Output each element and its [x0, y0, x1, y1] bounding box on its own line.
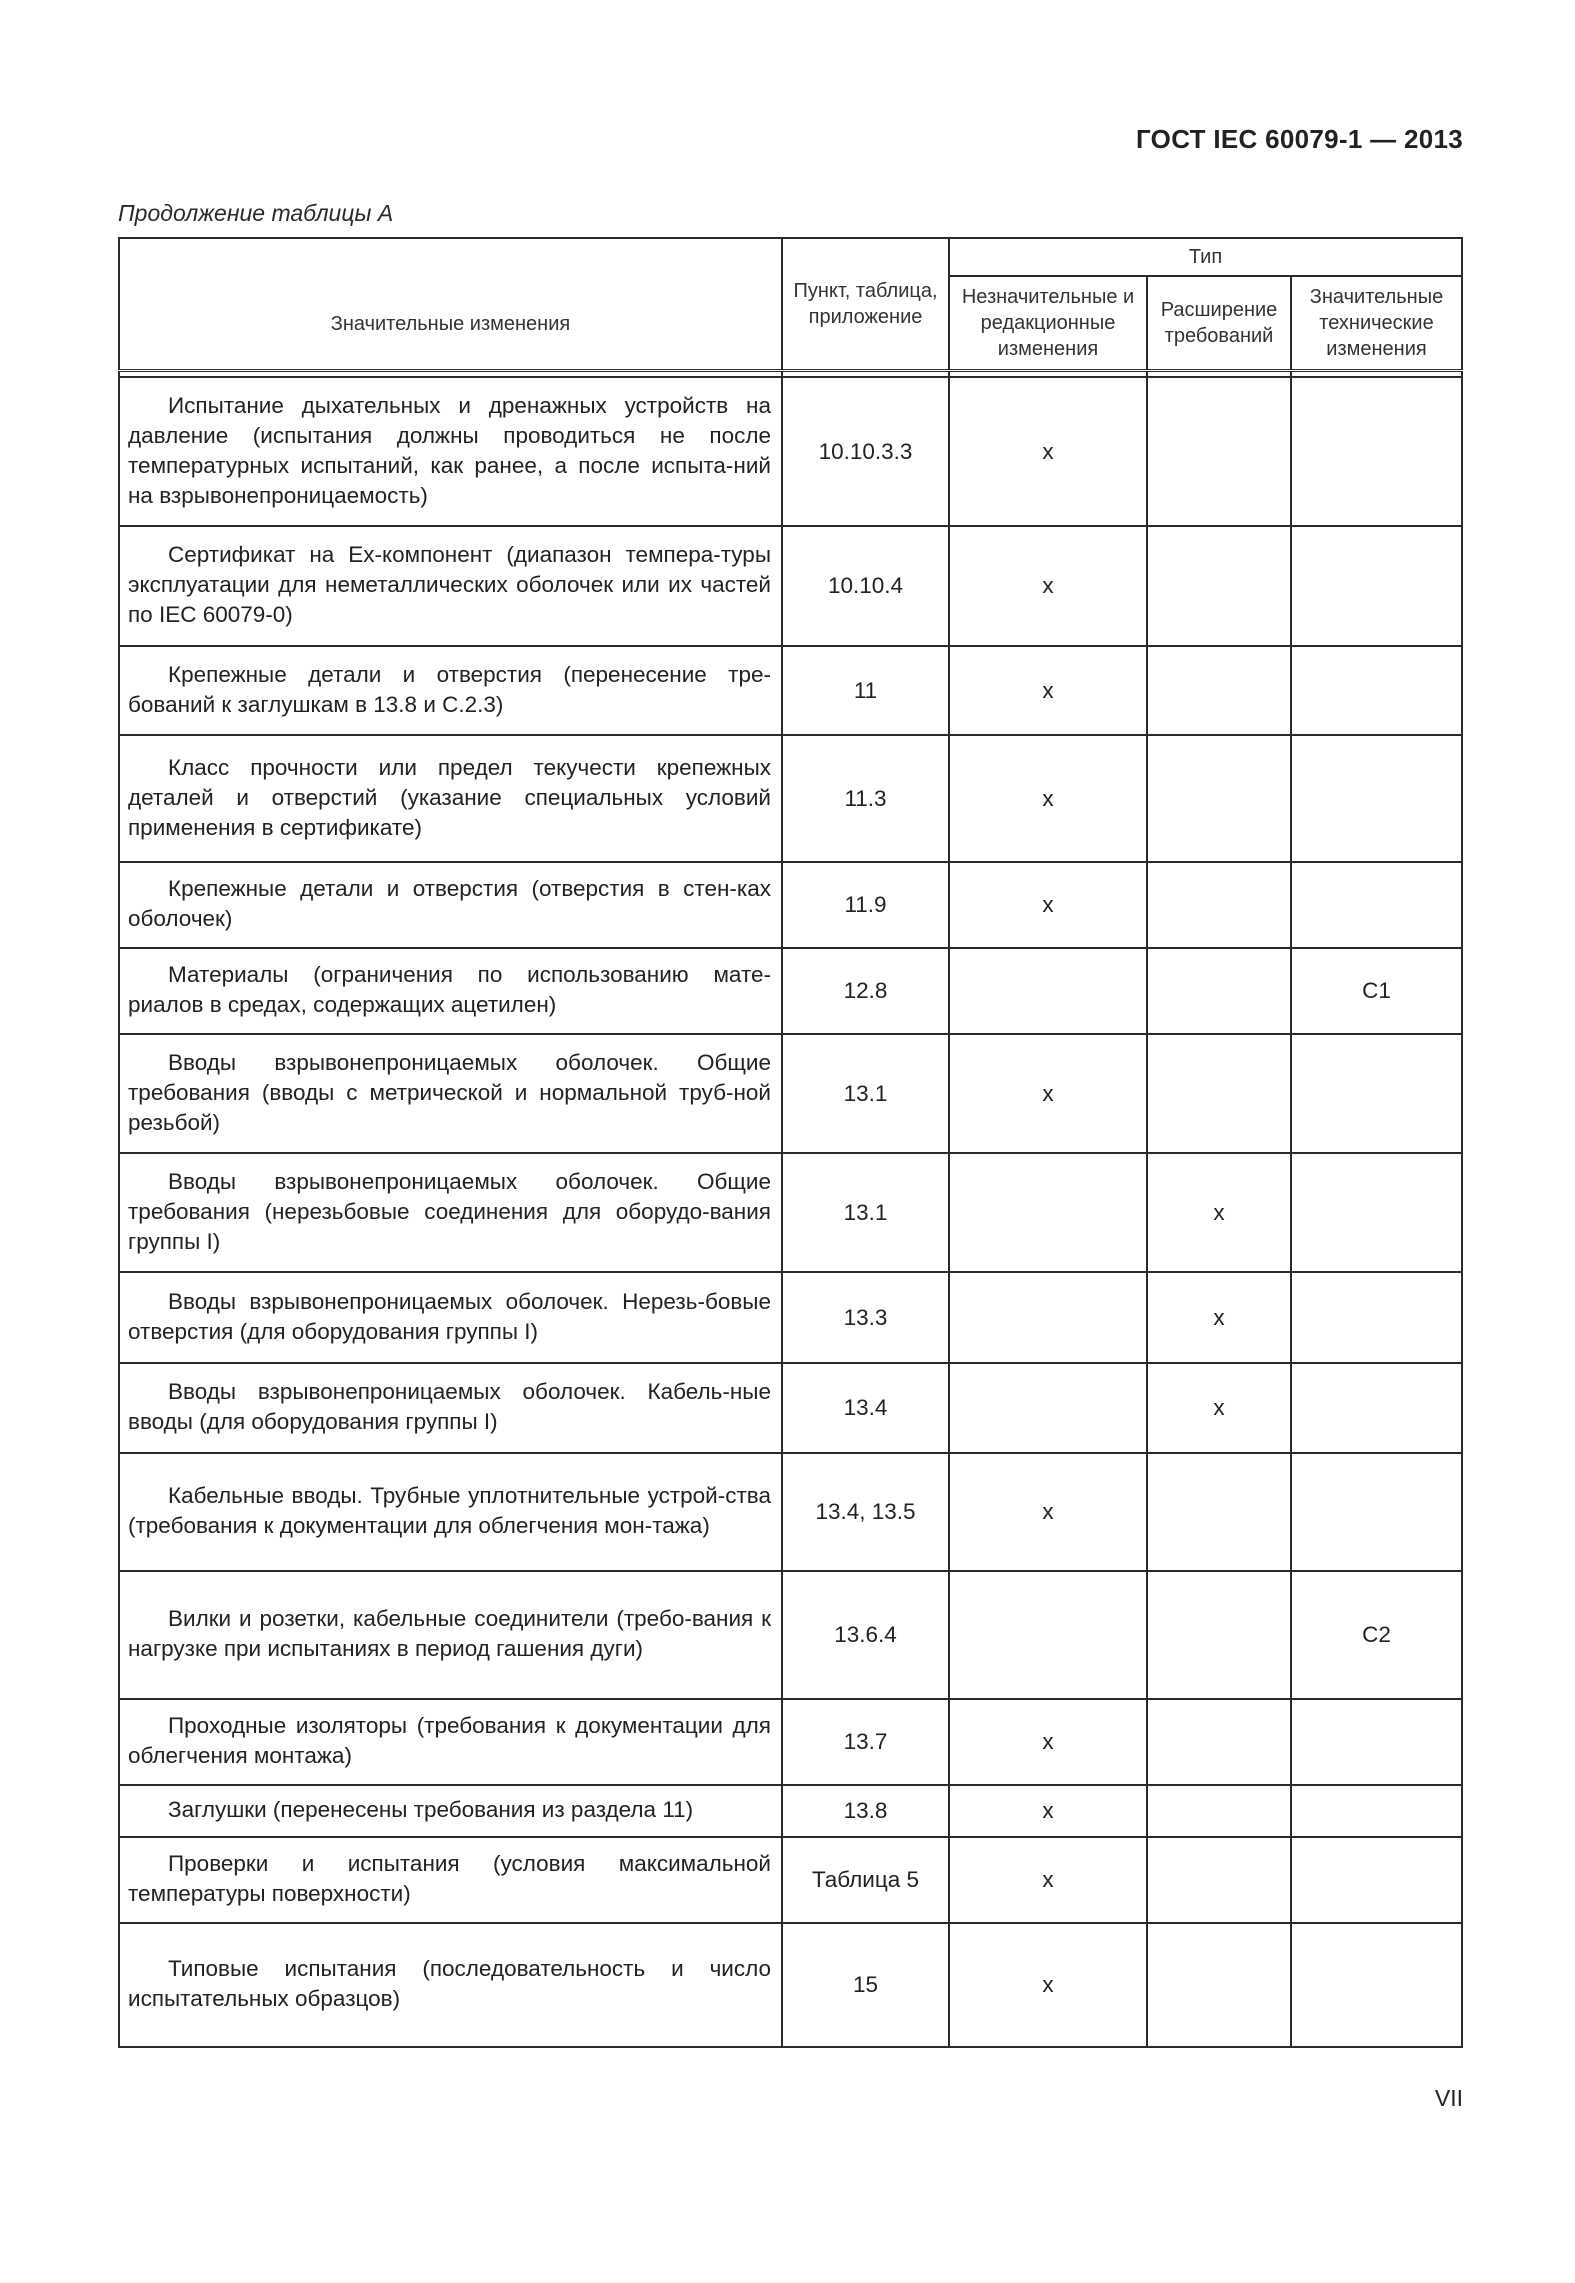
document-id: ГОСТ IEC 60079-1 — 2013	[1135, 124, 1463, 154]
change-description: Сертификат на Ex-компонент (диапазон темпера-туры эксплуатации для неметаллических оболочек или их частей по IEC 60079-0)	[119, 526, 782, 646]
clause-reference: 15	[782, 1923, 949, 2047]
clause-reference: 13.3	[782, 1272, 949, 1363]
major-change-mark	[1291, 1699, 1462, 1785]
minor-change-mark: x	[949, 526, 1147, 646]
clause-reference: 10.10.3.3	[782, 377, 949, 526]
table-caption: Продолжение таблицы А	[118, 200, 394, 226]
clause-reference: 12.8	[782, 948, 949, 1034]
clause-reference: 11	[782, 646, 949, 735]
header-major-changes: Значительные технические изменения	[1291, 276, 1462, 371]
clause-reference: 13.1	[782, 1034, 949, 1153]
clause-reference: 11.9	[782, 862, 949, 948]
major-change-mark	[1291, 1923, 1462, 2047]
change-description: Проходные изоляторы (требования к документации для облегчения монтажа)	[119, 1699, 782, 1785]
table-row	[119, 377, 1462, 526]
table-row	[119, 1272, 1462, 1363]
minor-change-mark	[949, 1571, 1147, 1699]
extension-mark	[1147, 862, 1291, 948]
major-change-mark	[1291, 1034, 1462, 1153]
extension-mark: x	[1147, 1272, 1291, 1363]
minor-change-mark	[949, 1272, 1147, 1363]
clause-reference: 13.7	[782, 1699, 949, 1785]
major-change-mark	[1291, 735, 1462, 862]
clause-reference: 11.3	[782, 735, 949, 862]
table-body	[119, 377, 1462, 2047]
extension-mark: x	[1147, 1153, 1291, 1272]
extension-mark: x	[1147, 1363, 1291, 1453]
extension-mark	[1147, 948, 1291, 1034]
change-description: Класс прочности или предел текучести крепежных деталей и отверстий (указание специальных условий применения в сертификате)	[119, 735, 782, 862]
minor-change-mark	[949, 948, 1147, 1034]
header-extension: Расширение требований	[1147, 276, 1291, 371]
extension-mark	[1147, 735, 1291, 862]
change-description: Крепежные детали и отверстия (перенесение тре-бований к заглушкам в 13.8 и С.2.3)	[119, 646, 782, 735]
change-description: Кабельные вводы. Трубные уплотнительные устрой-ства (требования к документации для облегчения мон-тажа)	[119, 1453, 782, 1571]
table-row	[119, 1923, 1462, 2047]
table-row	[119, 1571, 1462, 1699]
header-description: Значительные изменения	[119, 238, 782, 371]
extension-mark	[1147, 1034, 1291, 1153]
clause-reference: 13.4	[782, 1363, 949, 1453]
change-description: Типовые испытания (последовательность и число испытательных образцов)	[119, 1923, 782, 2047]
minor-change-mark: x	[949, 1837, 1147, 1923]
change-description: Вводы взрывонепроницаемых оболочек. Кабель-ные вводы (для оборудования группы I)	[119, 1363, 782, 1453]
extension-mark	[1147, 1571, 1291, 1699]
clause-reference: Таблица 5	[782, 1837, 949, 1923]
major-change-mark	[1291, 1272, 1462, 1363]
change-description: Вилки и розетки, кабельные соединители (требо-вания к нагрузке при испытаниях в период гашения дуги)	[119, 1571, 782, 1699]
extension-mark	[1147, 646, 1291, 735]
minor-change-mark: x	[949, 862, 1147, 948]
header-type: Тип	[949, 238, 1462, 276]
changes-table	[118, 237, 1463, 2048]
page-number: VII	[1434, 2085, 1463, 2111]
minor-change-mark: x	[949, 1453, 1147, 1571]
extension-mark	[1147, 1453, 1291, 1571]
major-change-mark	[1291, 1453, 1462, 1571]
clause-reference: 13.4, 13.5	[782, 1453, 949, 1571]
major-change-mark	[1291, 377, 1462, 526]
clause-reference: 10.10.4	[782, 526, 949, 646]
extension-mark	[1147, 526, 1291, 646]
table-row	[119, 735, 1462, 862]
table-row	[119, 646, 1462, 735]
minor-change-mark: x	[949, 377, 1147, 526]
major-change-mark: C2	[1291, 1571, 1462, 1699]
table-row	[119, 526, 1462, 646]
clause-reference: 13.6.4	[782, 1571, 949, 1699]
table-row	[119, 1785, 1462, 1837]
minor-change-mark	[949, 1153, 1147, 1272]
header-clause: Пункт, таблица, приложение	[782, 238, 949, 371]
major-change-mark	[1291, 1363, 1462, 1453]
minor-change-mark: x	[949, 1034, 1147, 1153]
major-change-mark	[1291, 1153, 1462, 1272]
table-row	[119, 1034, 1462, 1153]
change-description: Материалы (ограничения по использованию мате-риалов в средах, содержащих ацетилен)	[119, 948, 782, 1034]
table-row	[119, 862, 1462, 948]
header-minor-changes: Незначительные и редакционные изменения	[949, 276, 1147, 371]
minor-change-mark: x	[949, 646, 1147, 735]
table-row	[119, 1153, 1462, 1272]
clause-reference: 13.8	[782, 1785, 949, 1837]
major-change-mark	[1291, 526, 1462, 646]
table-row	[119, 1363, 1462, 1453]
major-change-mark: C1	[1291, 948, 1462, 1034]
minor-change-mark	[949, 1363, 1147, 1453]
extension-mark	[1147, 1923, 1291, 2047]
minor-change-mark: x	[949, 1785, 1147, 1837]
extension-mark	[1147, 377, 1291, 526]
change-description: Проверки и испытания (условия максимальной температуры поверхности)	[119, 1837, 782, 1923]
change-description: Крепежные детали и отверстия (отверстия в стен-ках оболочек)	[119, 862, 782, 948]
minor-change-mark: x	[949, 1923, 1147, 2047]
table-row	[119, 948, 1462, 1034]
extension-mark	[1147, 1699, 1291, 1785]
major-change-mark	[1291, 1837, 1462, 1923]
change-description: Испытание дыхательных и дренажных устройств на давление (испытания должны проводиться не после температурных испытаний, как ранее, а после испыта-ний на взрывонепроницаемость)	[119, 377, 782, 526]
change-description: Вводы взрывонепроницаемых оболочек. Общие требования (вводы с метрической и нормальной труб-ной резьбой)	[119, 1034, 782, 1153]
major-change-mark	[1291, 862, 1462, 948]
table-row	[119, 1699, 1462, 1785]
extension-mark	[1147, 1837, 1291, 1923]
change-description: Вводы взрывонепроницаемых оболочек. Общие требования (нерезьбовые соединения для оборудо-вания группы I)	[119, 1153, 782, 1272]
minor-change-mark: x	[949, 735, 1147, 862]
table-row	[119, 1837, 1462, 1923]
change-description: Заглушки (перенесены требования из раздела 11)	[119, 1785, 782, 1837]
table-row	[119, 1453, 1462, 1571]
minor-change-mark: x	[949, 1699, 1147, 1785]
major-change-mark	[1291, 1785, 1462, 1837]
clause-reference: 13.1	[782, 1153, 949, 1272]
change-description: Вводы взрывонепроницаемых оболочек. Нерезь-бовые отверстия (для оборудования группы I)	[119, 1272, 782, 1363]
extension-mark	[1147, 1785, 1291, 1837]
major-change-mark	[1291, 646, 1462, 735]
